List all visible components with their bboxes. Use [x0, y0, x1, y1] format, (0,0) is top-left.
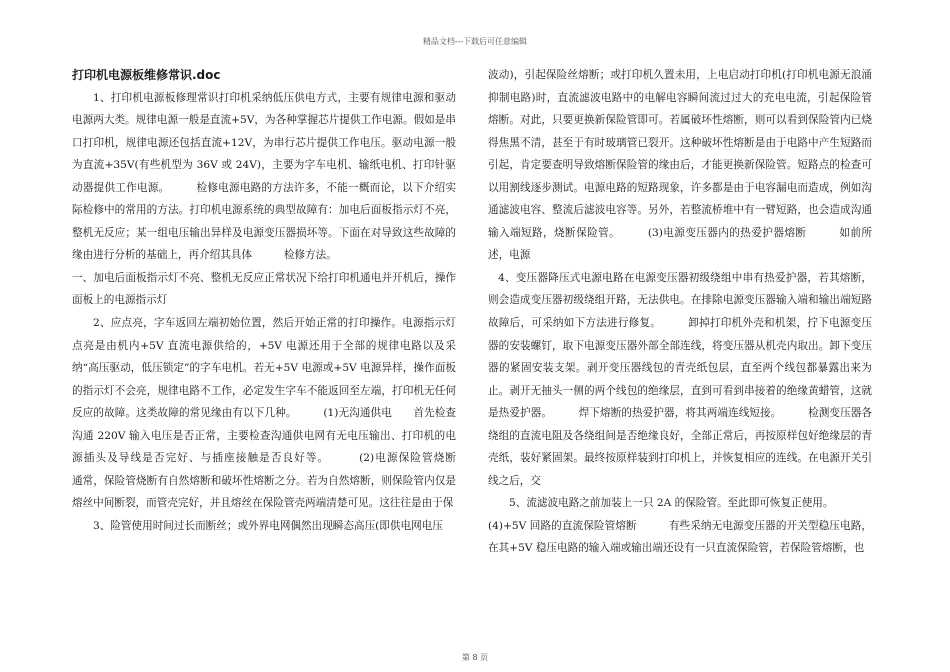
document-title: 打印机电源板维修常识.doc: [72, 68, 221, 82]
page-header: 精品文档---下载后可任意编辑: [422, 37, 528, 46]
paragraph: 3、险管使用时间过长而断丝；或外界电网偶然出现瞬态高压(即供电网电压: [93, 519, 443, 532]
page-footer: 第 8 页: [461, 653, 489, 662]
paragraph: (4)+5V 回路的直流保险管熔断 有些采纳无电源变压器的开关型稳压电路，在其+5V 稳压电路的输入端或输出端还设有一只直流保险管，若保险管熔断，也: [488, 519, 872, 555]
right-column: [488, 64, 872, 560]
paragraph: 4、变压器降压式电源电路在电源变压器初级绕组中串有热爱护器，若其熔断，则会造成变压器初级绕组开路，无法供电。在排除电源变压器输入端和输出端短路故障后，可采纳如下方法进行修复。 卸掉打印机外壳和机架，拧下电源变压器的安装螺钉，取下电源变压器外部全部连线，将变压器从机壳内取出。卸下变压器的紧固安装支架。剥开变压器线包的青壳纸包层，直至两个线包都暴露出来为止。剥开无抽头一侧的两个线包的绝缘层，直到可看到串接着的绝缘黄蜡管，这就是热爱护器。 焊下熔断的热爱护器，将其两端连线短接。 检测变压器各绕组的直流电阻及各绕组间是否绝缘良好，全部正常后，再按原样包好绝缘层的青壳纸，装好紧固架。最终按原样装到打印机上，并恢复相应的连线。在电源开关引线之后，交: [488, 271, 872, 487]
left-column: [72, 64, 488, 537]
paragraph: 5、流滤波电路之前加装上一只 2A 的保险管。至此即可恢复正使用。: [509, 497, 834, 510]
paragraph: 波动)，引起保险丝熔断；或打印机久置未用，上电启动打印机(打印机电源无浪涌抑制电路)时，直流滤波电路中的电解电容瞬间流过过大的充电电流，引起保险管熔断。对此，只要更换新保险管即可。若属破坏性熔断，则可以看到保险管内已烧得焦黑不清，甚至于有时玻璃管已裂开。这种破坏性熔断是由于电路中产生短路而引起，肯定要查明导致熔断保险管的缘由后，才能更换新保险管。短路点的检查可以用割线逐步测试。电源电路的短路现象，许多都是由于电容漏电而造成，例如沟通滤波电容、整流后滤波电容等。另外，若整流桥堆中有一臂短路，也会造成沟通输入端短路，烧断保险管。 (3)电源变压器内的热爱护器熔断 如前所述，电源: [488, 69, 872, 262]
paragraph: 1、打印机电源板修理常识打印机采纳低压供电方式，主要有规律电源和驱动电源两大类。规律电源一般是直流+5V，为各种掌握芯片提供工作电源。假如是串口打印机，规律电源还包括直流+12V，为串行芯片提供工作电压。驱动电源一般为直流+35V(有些机型为 36V 或 24V)，主要为字车电机、输纸电机、打印针驱动器提供工作电源。 检修电源电路的方法许多，不能一概而论，以下介绍实际检修中的常用的方法。打印机电源系统的典型故障有：加电后面板指示灯不亮，整机无反应；某一组电压输出异样及电源变压器损坏等。下面在对导致这些故障的缘由进行分析的基础上，再介绍其具体 检修方法。: [72, 91, 456, 262]
paragraph: 2、应点亮，字车返回左端初始位置，然后开始正常的打印操作。电源指示灯点亮是由机内+5V 直流电源供给的，+5V 电源还用于全部的规律电路以及采纳“高压驱动，低压锁定”的字车电机。若无+5V 电源或+5V 电源异样，操作面板的指示灯不会亮，规律电路不工作，必定发生字车不能返回至左端，打印机无任何反应的故障。这类故障的常见缘由有以下几种。 (1)无沟通供电 首先检查沟通 220V 输入电压是否正常，主要检查沟通供电网有无电压输出、打印机的电源插头及导线是否完好、与插座接触是否良好等。 (2)电源保险管烧断 通常，保险管烧断有自然熔断和破坏性熔断之分。若为自然熔断，则保险管内仅是熔丝中间断裂，而管壳完好，并且熔丝在保险管壳两端清楚可见。这往往是由于保: [72, 317, 488, 510]
paragraph: 一、加电后面板指示灯不亮、整机无反应正常状况下给打印机通电并开机后，操作面板上的电源指示灯: [72, 271, 456, 307]
